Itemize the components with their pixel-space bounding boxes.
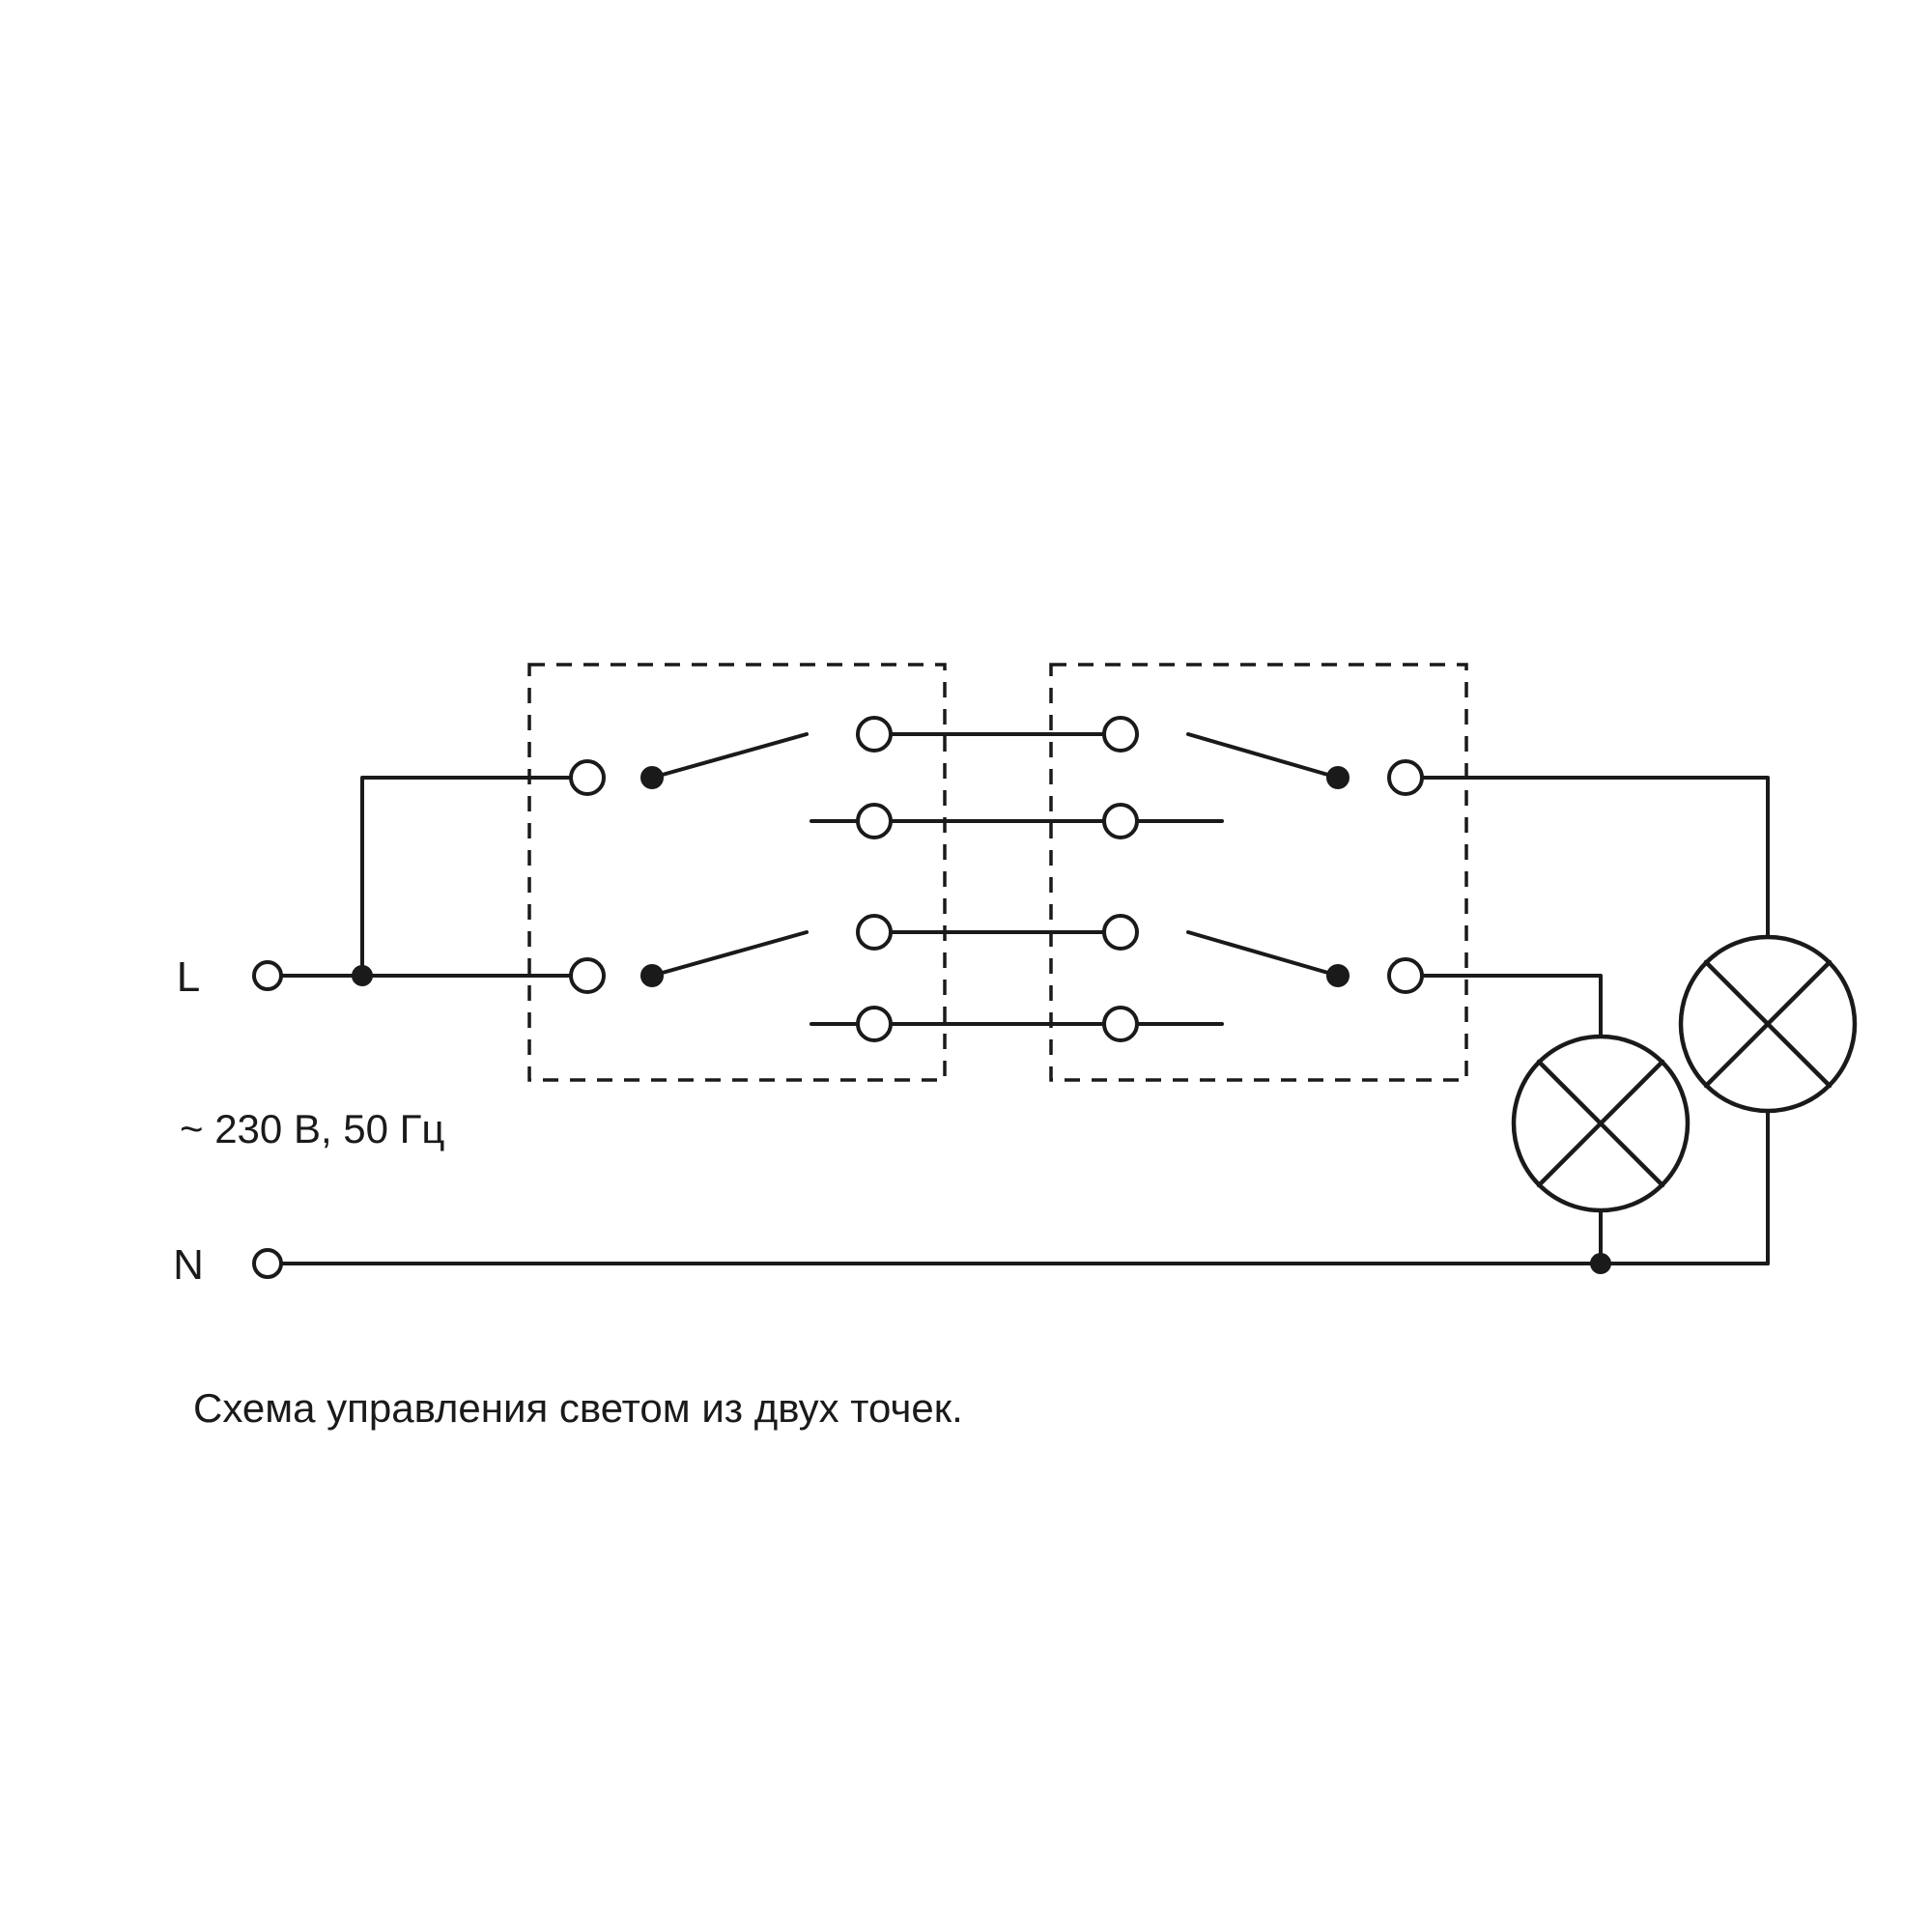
switch1-blade-top: [652, 734, 807, 778]
lamp-1: [1514, 1037, 1688, 1210]
diagram-caption: Схема управления светом из двух точек.: [193, 1385, 963, 1431]
switch1-contact-top-a: [858, 718, 891, 751]
switch1-contact-bottom-a: [858, 916, 891, 949]
switch1-pole-bottom-terminal: [571, 959, 604, 992]
terminal-line-L: [254, 962, 281, 989]
switch2-pole-top-terminal: [1389, 761, 1422, 794]
label-line-L: L: [176, 953, 201, 1001]
switch1-blade-bottom: [652, 932, 807, 976]
switch2-pole-bottom-terminal: [1389, 959, 1422, 992]
switch2-pole-top-pivot: [1327, 767, 1349, 788]
switch2-contact-top-b: [1104, 805, 1137, 838]
label-neutral-N: N: [173, 1241, 204, 1289]
switch2-contact-top-a: [1104, 718, 1137, 751]
wire-L-riser: [362, 778, 580, 976]
lamp-2: [1681, 937, 1855, 1111]
switch1-contact-top-b: [858, 805, 891, 838]
switch1-pole-top-terminal: [571, 761, 604, 794]
supply-voltage-label: ~ 230 В, 50 Гц: [180, 1106, 445, 1151]
terminal-neutral-N: [254, 1250, 281, 1277]
switch2-contact-bottom-a: [1104, 916, 1137, 949]
switch2-blade-top: [1188, 734, 1338, 778]
switch2-contact-bottom-b: [1104, 1008, 1137, 1040]
switch2-blade-bottom: [1188, 932, 1338, 976]
switch1-contact-bottom-b: [858, 1008, 891, 1040]
switch2-pole-bottom-pivot: [1327, 965, 1349, 986]
